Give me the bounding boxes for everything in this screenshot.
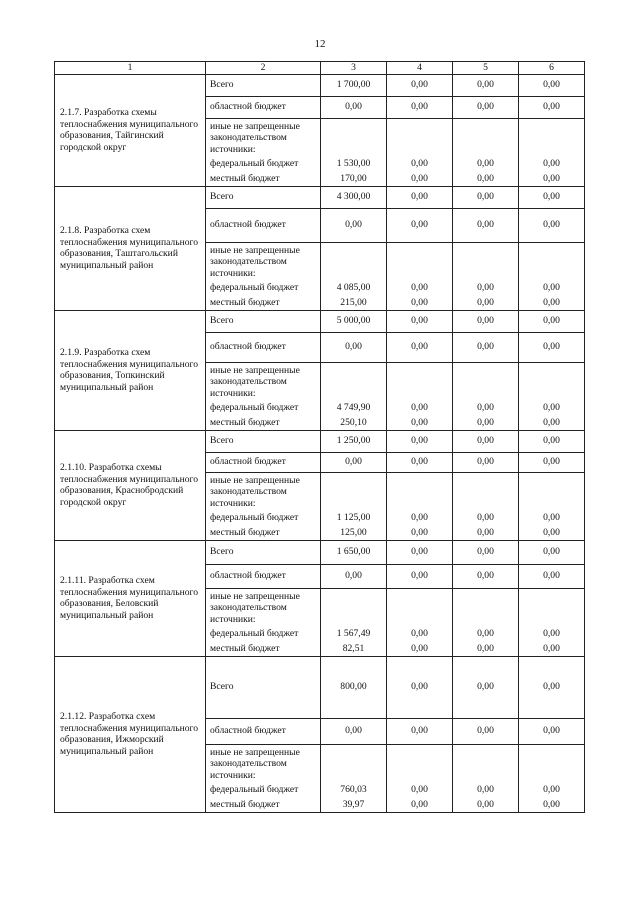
row-label-other-sources: иные не запрещенные законодательством источники: bbox=[206, 472, 321, 510]
page-number: 12 bbox=[314, 38, 326, 50]
empty-cell bbox=[519, 242, 585, 280]
row-label-total: Всего bbox=[206, 656, 321, 718]
column-header: 4 bbox=[387, 62, 453, 75]
value-cell: 0,00 bbox=[519, 656, 585, 718]
value-cell: 0,00 bbox=[387, 526, 453, 540]
value-cell: 0,00 bbox=[519, 96, 585, 118]
row-label-federal: федеральный бюджет bbox=[206, 400, 321, 416]
value-cell: 0,00 bbox=[321, 332, 387, 362]
empty-cell bbox=[387, 242, 453, 280]
value-cell: 1 650,00 bbox=[321, 540, 387, 564]
empty-cell bbox=[519, 118, 585, 156]
value-cell: 170,00 bbox=[321, 172, 387, 186]
section-title: 2.1.7. Разработка схемы теплоснабжения муниципального образования, Тайгинский городской округ bbox=[55, 74, 206, 186]
value-cell: 1 125,00 bbox=[321, 510, 387, 526]
empty-cell bbox=[321, 242, 387, 280]
value-cell: 0,00 bbox=[519, 718, 585, 744]
value-cell: 0,00 bbox=[519, 296, 585, 310]
empty-cell bbox=[453, 744, 519, 782]
value-cell: 0,00 bbox=[321, 564, 387, 588]
value-cell: 0,00 bbox=[519, 798, 585, 812]
value-cell: 0,00 bbox=[321, 718, 387, 744]
value-cell: 0,00 bbox=[519, 74, 585, 96]
value-cell: 215,00 bbox=[321, 296, 387, 310]
value-cell: 0,00 bbox=[519, 310, 585, 332]
value-cell: 0,00 bbox=[453, 510, 519, 526]
value-cell: 0,00 bbox=[453, 310, 519, 332]
value-cell: 0,00 bbox=[321, 208, 387, 242]
value-cell: 0,00 bbox=[453, 718, 519, 744]
row-label-total: Всего bbox=[206, 540, 321, 564]
value-cell: 0,00 bbox=[387, 430, 453, 452]
row-label-other-sources: иные не запрещенные законодательством источники: bbox=[206, 744, 321, 782]
empty-cell bbox=[387, 362, 453, 400]
value-cell: 0,00 bbox=[387, 540, 453, 564]
value-cell: 0,00 bbox=[387, 96, 453, 118]
value-cell: 0,00 bbox=[519, 510, 585, 526]
value-cell: 0,00 bbox=[387, 416, 453, 430]
column-header: 2 bbox=[206, 62, 321, 75]
value-cell: 4 749,90 bbox=[321, 400, 387, 416]
value-cell: 0,00 bbox=[387, 626, 453, 642]
value-cell: 0,00 bbox=[387, 332, 453, 362]
value-cell: 82,51 bbox=[321, 642, 387, 656]
row-label-local: местный бюджет bbox=[206, 526, 321, 540]
value-cell: 0,00 bbox=[519, 782, 585, 798]
empty-cell bbox=[321, 472, 387, 510]
header-row bbox=[55, 62, 585, 75]
row-label-regional: областной бюджет bbox=[206, 332, 321, 362]
value-cell: 0,00 bbox=[519, 208, 585, 242]
empty-cell bbox=[519, 472, 585, 510]
value-cell: 0,00 bbox=[453, 172, 519, 186]
value-cell: 125,00 bbox=[321, 526, 387, 540]
value-cell: 0,00 bbox=[453, 416, 519, 430]
value-cell: 250,10 bbox=[321, 416, 387, 430]
empty-cell bbox=[321, 744, 387, 782]
value-cell: 0,00 bbox=[387, 452, 453, 472]
value-cell: 0,00 bbox=[387, 74, 453, 96]
row-label-other-sources: иные не запрещенные законодательством источники: bbox=[206, 242, 321, 280]
value-cell: 1 250,00 bbox=[321, 430, 387, 452]
value-cell: 800,00 bbox=[321, 656, 387, 718]
value-cell: 0,00 bbox=[321, 452, 387, 472]
value-cell: 0,00 bbox=[519, 626, 585, 642]
row-label-total: Всего bbox=[206, 186, 321, 208]
value-cell: 0,00 bbox=[387, 782, 453, 798]
value-cell: 0,00 bbox=[387, 280, 453, 296]
value-cell: 0,00 bbox=[453, 452, 519, 472]
row-label-regional: областной бюджет bbox=[206, 208, 321, 242]
empty-cell bbox=[321, 362, 387, 400]
row-label-regional: областной бюджет bbox=[206, 452, 321, 472]
empty-cell bbox=[453, 242, 519, 280]
table-row-total bbox=[55, 186, 585, 208]
row-label-regional: областной бюджет bbox=[206, 718, 321, 744]
value-cell: 0,00 bbox=[453, 656, 519, 718]
value-cell: 5 000,00 bbox=[321, 310, 387, 332]
column-header: 5 bbox=[453, 62, 519, 75]
row-label-other-sources: иные не запрещенные законодательством источники: bbox=[206, 118, 321, 156]
value-cell: 0,00 bbox=[519, 540, 585, 564]
value-cell: 0,00 bbox=[453, 280, 519, 296]
section-title: 2.1.10. Разработка схемы теплоснабжения муниципального образования, Краснобродский городской округ bbox=[55, 430, 206, 540]
value-cell: 0,00 bbox=[387, 642, 453, 656]
section-title: 2.1.11. Разработка схем теплоснабжения муниципального образования, Беловский муниципальный район bbox=[55, 540, 206, 656]
value-cell: 0,00 bbox=[453, 430, 519, 452]
empty-cell bbox=[387, 588, 453, 626]
value-cell: 1 567,49 bbox=[321, 626, 387, 642]
row-label-other-sources: иные не запрещенные законодательством источники: bbox=[206, 362, 321, 400]
value-cell: 0,00 bbox=[519, 172, 585, 186]
value-cell: 0,00 bbox=[387, 172, 453, 186]
value-cell: 0,00 bbox=[453, 626, 519, 642]
value-cell: 0,00 bbox=[453, 332, 519, 362]
row-label-local: местный бюджет bbox=[206, 642, 321, 656]
value-cell: 0,00 bbox=[453, 400, 519, 416]
empty-cell bbox=[453, 472, 519, 510]
value-cell: 0,00 bbox=[453, 564, 519, 588]
row-label-other-sources: иные не запрещенные законодательством источники: bbox=[206, 588, 321, 626]
value-cell: 0,00 bbox=[387, 296, 453, 310]
row-label-total: Всего bbox=[206, 310, 321, 332]
value-cell: 0,00 bbox=[519, 400, 585, 416]
table-row-total bbox=[55, 74, 585, 96]
section-title: 2.1.12. Разработка схем теплоснабжения муниципального образования, Ижморский муниципальный район bbox=[55, 656, 206, 812]
value-cell: 0,00 bbox=[453, 156, 519, 172]
row-label-federal: федеральный бюджет bbox=[206, 156, 321, 172]
table-row-total bbox=[55, 540, 585, 564]
row-label-federal: федеральный бюджет bbox=[206, 510, 321, 526]
budget-table bbox=[54, 61, 585, 813]
value-cell: 4 300,00 bbox=[321, 186, 387, 208]
row-label-total: Всего bbox=[206, 74, 321, 96]
table-row-total bbox=[55, 430, 585, 452]
value-cell: 0,00 bbox=[519, 280, 585, 296]
section-title: 2.1.9. Разработка схем теплоснабжения муниципального образования, Топкинский муниципальный район bbox=[55, 310, 206, 430]
value-cell: 0,00 bbox=[321, 96, 387, 118]
value-cell: 0,00 bbox=[519, 642, 585, 656]
value-cell: 0,00 bbox=[519, 186, 585, 208]
value-cell: 0,00 bbox=[453, 782, 519, 798]
value-cell: 1 700,00 bbox=[321, 74, 387, 96]
row-label-federal: федеральный бюджет bbox=[206, 626, 321, 642]
column-header: 6 bbox=[519, 62, 585, 75]
empty-cell bbox=[321, 588, 387, 626]
row-label-local: местный бюджет bbox=[206, 296, 321, 310]
table-row-total bbox=[55, 310, 585, 332]
value-cell: 0,00 bbox=[387, 400, 453, 416]
value-cell: 0,00 bbox=[453, 186, 519, 208]
value-cell: 760,03 bbox=[321, 782, 387, 798]
value-cell: 4 085,00 bbox=[321, 280, 387, 296]
empty-cell bbox=[321, 118, 387, 156]
column-header: 1 bbox=[55, 62, 206, 75]
row-label-regional: областной бюджет bbox=[206, 96, 321, 118]
empty-cell bbox=[519, 588, 585, 626]
empty-cell bbox=[453, 118, 519, 156]
value-cell: 0,00 bbox=[453, 798, 519, 812]
empty-cell bbox=[519, 362, 585, 400]
section-title: 2.1.8. Разработка схем теплоснабжения муниципального образования, Таштагольский муниципальный район bbox=[55, 186, 206, 310]
value-cell: 0,00 bbox=[453, 96, 519, 118]
value-cell: 0,00 bbox=[387, 310, 453, 332]
row-label-local: местный бюджет bbox=[206, 172, 321, 186]
value-cell: 0,00 bbox=[453, 74, 519, 96]
value-cell: 0,00 bbox=[519, 452, 585, 472]
empty-cell bbox=[387, 118, 453, 156]
value-cell: 0,00 bbox=[453, 296, 519, 310]
value-cell: 0,00 bbox=[519, 430, 585, 452]
table-body bbox=[55, 74, 585, 812]
value-cell: 0,00 bbox=[519, 332, 585, 362]
value-cell: 0,00 bbox=[387, 156, 453, 172]
value-cell: 39,97 bbox=[321, 798, 387, 812]
row-label-federal: федеральный бюджет bbox=[206, 782, 321, 798]
value-cell: 0,00 bbox=[387, 718, 453, 744]
value-cell: 0,00 bbox=[387, 564, 453, 588]
value-cell: 0,00 bbox=[387, 208, 453, 242]
value-cell: 0,00 bbox=[387, 186, 453, 208]
value-cell: 0,00 bbox=[387, 510, 453, 526]
value-cell: 0,00 bbox=[519, 526, 585, 540]
value-cell: 0,00 bbox=[519, 156, 585, 172]
empty-cell bbox=[387, 744, 453, 782]
value-cell: 0,00 bbox=[387, 798, 453, 812]
value-cell: 0,00 bbox=[519, 416, 585, 430]
value-cell: 0,00 bbox=[453, 526, 519, 540]
column-header: 3 bbox=[321, 62, 387, 75]
empty-cell bbox=[519, 744, 585, 782]
value-cell: 0,00 bbox=[519, 564, 585, 588]
empty-cell bbox=[453, 362, 519, 400]
row-label-local: местный бюджет bbox=[206, 798, 321, 812]
row-label-federal: федеральный бюджет bbox=[206, 280, 321, 296]
value-cell: 0,00 bbox=[453, 642, 519, 656]
value-cell: 0,00 bbox=[453, 208, 519, 242]
value-cell: 0,00 bbox=[387, 656, 453, 718]
empty-cell bbox=[387, 472, 453, 510]
empty-cell bbox=[453, 588, 519, 626]
row-label-total: Всего bbox=[206, 430, 321, 452]
row-label-regional: областной бюджет bbox=[206, 564, 321, 588]
value-cell: 1 530,00 bbox=[321, 156, 387, 172]
row-label-local: местный бюджет bbox=[206, 416, 321, 430]
value-cell: 0,00 bbox=[453, 540, 519, 564]
table-row-total bbox=[55, 656, 585, 718]
